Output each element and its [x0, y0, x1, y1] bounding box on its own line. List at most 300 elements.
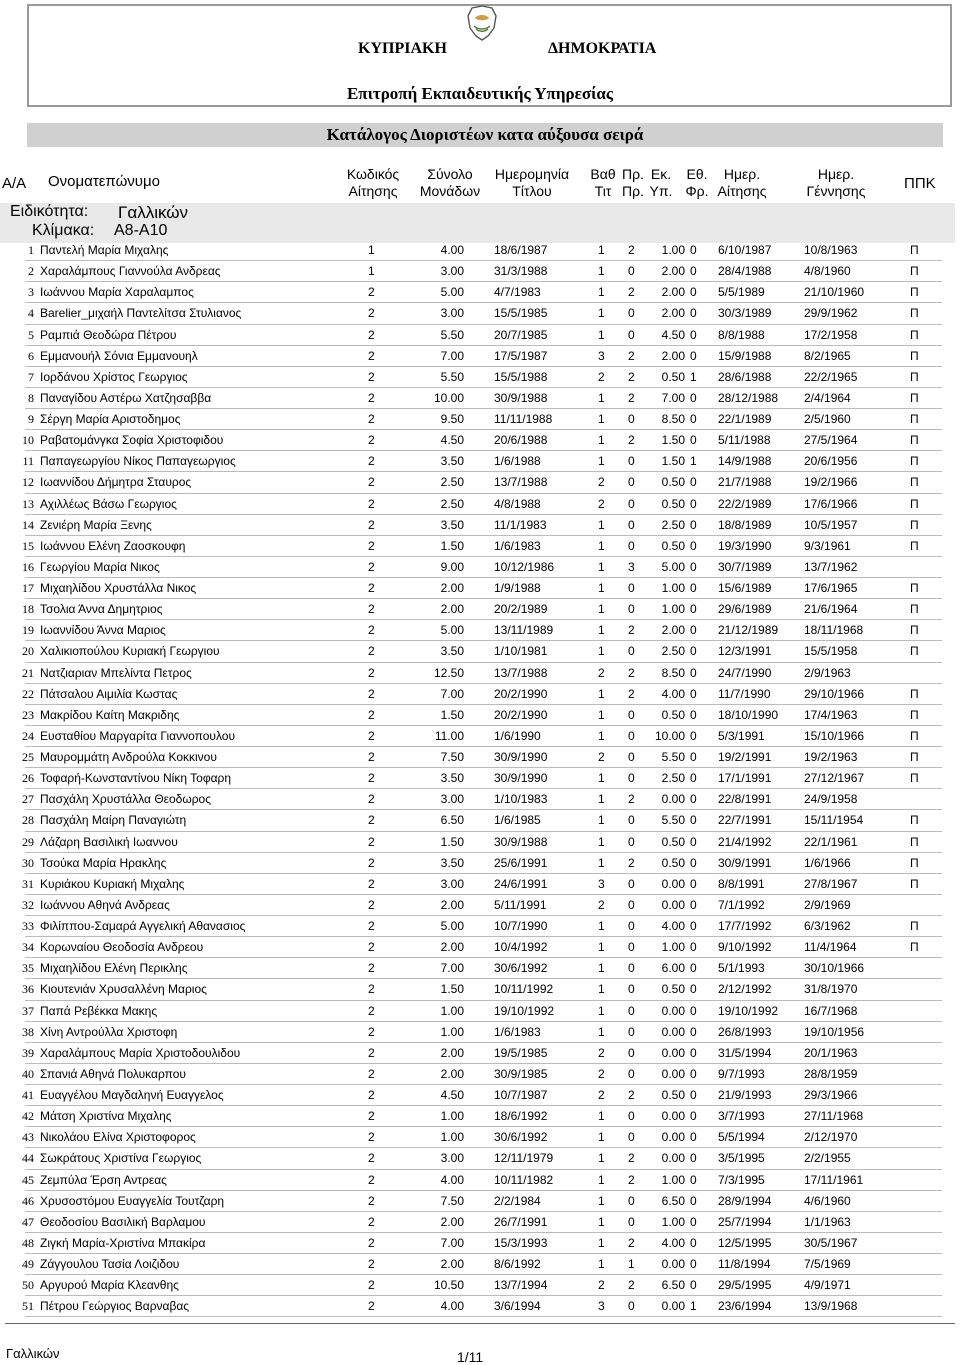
row-title-date: 13/11/1989 — [494, 623, 554, 638]
row-name: Τοφαρή-Κωνσταντίνου Νίκη Τοφαρη — [40, 771, 232, 786]
row-code: 2 — [368, 1193, 375, 1208]
row-ppk: Π — [910, 306, 919, 321]
row-prey: 2.50 — [661, 771, 685, 786]
row-prek: 0 — [628, 1003, 635, 1018]
col-code: Κωδικός Αίτησης — [346, 166, 400, 199]
coat-of-arms-icon — [462, 4, 502, 42]
row-units: 3.50 — [440, 517, 464, 532]
row-birth-date: 29/9/1962 — [804, 306, 858, 321]
row-app-date: 9/10/1992 — [718, 940, 772, 955]
row-prek: 2 — [628, 1278, 635, 1293]
row-eth: 1 — [690, 369, 697, 384]
row-name: Νατζιαριαν Μπελίντα Πετρος — [40, 665, 192, 680]
row-bathm: 1 — [598, 559, 605, 574]
specialty-value: Γαλλικών — [118, 203, 189, 222]
row-app-date: 7/3/1995 — [718, 1172, 765, 1187]
row-eth: 0 — [690, 559, 697, 574]
row-units: 2.00 — [440, 581, 464, 595]
row-code: 1 — [368, 243, 375, 257]
row-units: 4.00 — [440, 1299, 464, 1314]
row-units: 1.00 — [440, 1024, 464, 1039]
row-title-date: 19/10/1992 — [494, 1003, 555, 1018]
row-units: 5.00 — [440, 623, 464, 638]
row-eth: 0 — [690, 919, 697, 933]
row-title-date: 4/8/1988 — [494, 496, 541, 511]
table-row — [0, 916, 960, 937]
row-prek: 2 — [628, 792, 635, 807]
row-prey: 1.00 — [661, 1214, 685, 1229]
row-code: 2 — [368, 876, 375, 891]
row-code: 2 — [368, 454, 375, 469]
row-title-date: 30/6/1992 — [494, 961, 548, 976]
row-app-date: 22/8/1991 — [718, 792, 772, 807]
row-app-date: 17/1/1991 — [718, 771, 772, 786]
specialty-band — [0, 203, 955, 243]
row-units: 7.50 — [440, 750, 464, 764]
row-prek: 0 — [628, 1214, 635, 1229]
row-title-date: 17/5/1987 — [494, 348, 548, 363]
row-title-date: 30/9/1985 — [494, 1066, 548, 1081]
row-code: 2 — [368, 707, 375, 722]
row-name: Πέτρου Γεώργιος Βαρναβας — [40, 1299, 190, 1314]
row-app-date: 25/7/1994 — [718, 1214, 772, 1229]
row-units: 9.50 — [440, 412, 464, 426]
row-number: 27 — [22, 792, 34, 807]
table-row — [0, 472, 960, 493]
table-row — [0, 1085, 960, 1106]
table-row — [0, 937, 960, 958]
row-number: 17 — [22, 581, 34, 595]
row-prey: 2.50 — [661, 517, 685, 532]
row-number: 3 — [28, 285, 34, 300]
row-birth-date: 27/11/1968 — [804, 1109, 864, 1124]
row-name: Χαραλάμπους Μαρία Χριστοδουλιδου — [40, 1045, 241, 1060]
row-eth: 0 — [690, 1214, 697, 1229]
row-units: 11.00 — [434, 728, 464, 743]
row-title-date: 30/9/1988 — [494, 390, 548, 405]
row-number: 23 — [22, 707, 34, 722]
appointees-table — [0, 240, 960, 1317]
row-name: Μάτση Χριστίνα Μιχαλης — [40, 1109, 172, 1124]
table-row — [0, 620, 960, 641]
row-bathm: 1 — [598, 771, 605, 786]
row-eth: 0 — [690, 940, 697, 955]
row-name: Barelier_μιχαήλ Παντελίτσα Στυλιανος — [40, 306, 242, 321]
row-number: 33 — [22, 919, 34, 933]
row-eth: 0 — [690, 243, 697, 257]
row-number: 31 — [22, 876, 34, 891]
row-number: 45 — [22, 1172, 34, 1187]
row-birth-date: 19/2/1966 — [804, 475, 858, 490]
row-bathm: 1 — [598, 919, 605, 933]
row-number: 16 — [22, 559, 34, 574]
row-eth: 0 — [690, 602, 697, 617]
row-eth: 0 — [690, 348, 697, 363]
row-number: 46 — [22, 1193, 34, 1208]
row-units: 7.00 — [440, 1235, 464, 1250]
row-code: 2 — [368, 897, 375, 912]
row-bathm: 2 — [598, 475, 605, 490]
row-prek: 0 — [628, 581, 635, 595]
country-name-left: ΚΥΠΡΙΑΚΗ — [358, 40, 447, 57]
row-prek: 0 — [628, 750, 635, 764]
row-eth: 0 — [690, 855, 697, 870]
row-birth-date: 9/3/1961 — [804, 538, 851, 553]
row-code: 2 — [368, 496, 375, 511]
row-bathm: 1 — [598, 1235, 605, 1250]
row-units: 2.00 — [440, 1066, 464, 1081]
row-title-date: 11/11/1988 — [494, 412, 553, 426]
row-units: 4.00 — [440, 243, 464, 257]
row-code: 2 — [368, 433, 375, 448]
row-app-date: 19/3/1990 — [718, 538, 772, 553]
row-units: 2.00 — [440, 940, 464, 955]
row-eth: 0 — [690, 1235, 697, 1250]
row-bathm: 3 — [598, 876, 605, 891]
table-row — [0, 810, 960, 831]
table-row — [0, 494, 960, 515]
row-prey: 6.50 — [661, 1193, 685, 1208]
row-number: 1 — [28, 243, 34, 257]
table-row — [0, 1106, 960, 1127]
row-birth-date: 15/5/1958 — [804, 644, 858, 659]
row-code: 2 — [368, 834, 375, 849]
table-row — [0, 303, 960, 324]
row-number: 41 — [22, 1088, 34, 1102]
row-app-date: 7/1/1992 — [718, 897, 765, 912]
row-prek: 2 — [628, 1235, 635, 1250]
row-code: 2 — [368, 686, 375, 701]
row-name: Μιχαηλίδου Ελένη Περικλης — [40, 961, 188, 976]
row-app-date: 18/10/1990 — [718, 707, 779, 722]
row-units: 6.50 — [440, 813, 464, 828]
row-units: 3.50 — [440, 454, 464, 469]
row-bathm: 1 — [598, 433, 605, 448]
row-units: 5.50 — [440, 327, 464, 342]
row-prey: 0.00 — [661, 1130, 685, 1145]
row-name: Ιωάννου Ελένη Ζαοσκουφη — [40, 538, 186, 553]
row-units: 5.00 — [440, 285, 464, 300]
row-bathm: 1 — [598, 813, 605, 828]
row-prey: 0.00 — [661, 792, 685, 807]
row-bathm: 1 — [598, 1109, 605, 1124]
row-prek: 0 — [628, 1299, 635, 1314]
row-name: Σέργη Μαρία Αριστοδημος — [40, 412, 181, 426]
row-title-date: 15/3/1993 — [494, 1235, 548, 1250]
row-code: 2 — [368, 1235, 375, 1250]
row-code: 2 — [368, 559, 375, 574]
table-row — [0, 1001, 960, 1022]
row-title-date: 15/5/1988 — [494, 369, 548, 384]
row-title-date: 30/6/1992 — [494, 1130, 548, 1145]
row-name: Ιωάννου Μαρία Χαραλαμπος — [40, 285, 194, 300]
row-prek: 0 — [628, 919, 635, 933]
row-birth-date: 1/1/1963 — [804, 1214, 851, 1229]
row-units: 1.50 — [440, 834, 464, 849]
row-birth-date: 4/6/1960 — [804, 1193, 851, 1208]
row-title-date: 11/1/1983 — [494, 517, 547, 532]
row-number: 18 — [22, 602, 34, 617]
row-prek: 0 — [628, 771, 635, 786]
row-prey: 0.50 — [661, 982, 685, 997]
row-bathm: 1 — [598, 1193, 605, 1208]
table-row — [0, 1148, 960, 1169]
row-units: 2.00 — [440, 1045, 464, 1060]
row-eth: 0 — [690, 665, 697, 680]
row-name: Λάζαρη Βασιλική Ιωαννου — [40, 834, 178, 849]
col-ppk: ΠΠΚ — [904, 175, 936, 192]
row-eth: 0 — [690, 982, 697, 997]
row-eth: 0 — [690, 707, 697, 722]
scale-value: Α8-Α10 — [114, 222, 168, 239]
row-app-date: 19/10/1992 — [718, 1003, 779, 1018]
row-title-date: 1/6/1985 — [494, 813, 541, 828]
row-title-date: 5/11/1991 — [494, 897, 547, 912]
row-code: 2 — [368, 475, 375, 490]
row-code: 2 — [368, 1130, 375, 1145]
row-eth: 0 — [690, 1024, 697, 1039]
row-number: 42 — [22, 1109, 34, 1124]
row-code: 2 — [368, 390, 375, 405]
row-title-date: 1/6/1983 — [494, 1024, 541, 1039]
row-birth-date: 20/6/1956 — [804, 454, 858, 469]
table-row — [0, 663, 960, 684]
row-code: 2 — [368, 750, 375, 764]
row-title-date: 1/6/1988 — [494, 454, 541, 469]
row-name: Χαραλάμπους Γιαννούλα Ανδρεας — [40, 264, 221, 279]
row-ppk: Π — [910, 348, 919, 363]
row-prek: 0 — [628, 1066, 635, 1081]
row-bathm: 1 — [598, 517, 605, 532]
row-ppk: Π — [910, 390, 919, 405]
row-number: 50 — [22, 1278, 34, 1293]
row-name: Ζενιέρη Μαρία Ξενης — [40, 517, 152, 532]
row-name: Χαλικιοπούλου Κυριακή Γεωργιου — [40, 644, 220, 659]
row-name: Ιωάννου Αθηνά Ανδρεας — [40, 897, 170, 912]
row-eth: 0 — [690, 517, 697, 532]
row-prek: 0 — [628, 1045, 635, 1060]
row-ppk: Π — [910, 623, 919, 638]
row-units: 2.00 — [440, 602, 464, 617]
row-prey: 0.50 — [661, 855, 685, 870]
row-name: Ιωαννίδου Άννα Μαριος — [40, 623, 166, 638]
row-name: Κυριάκου Κυριακή Μιχαλης — [40, 876, 185, 891]
row-ppk: Π — [910, 433, 919, 448]
row-code: 2 — [368, 728, 375, 743]
row-ppk: Π — [910, 264, 919, 279]
row-eth: 0 — [690, 306, 697, 321]
row-bathm: 1 — [598, 982, 605, 997]
row-ppk: Π — [910, 834, 919, 849]
row-prek: 2 — [628, 433, 635, 448]
row-eth: 0 — [690, 1193, 697, 1208]
row-name: Αργυρού Μαρία Κλεανθης — [40, 1278, 179, 1293]
row-ppk: Π — [910, 686, 919, 701]
row-title-date: 8/6/1992 — [494, 1257, 541, 1271]
row-name: Αχιλλέως Βάσω Γεωργιος — [40, 496, 177, 511]
row-ppk: Π — [910, 243, 919, 257]
row-eth: 0 — [690, 327, 697, 342]
row-prey: 6.50 — [661, 1278, 685, 1293]
row-title-date: 18/6/1987 — [494, 243, 548, 257]
row-eth: 0 — [690, 538, 697, 553]
row-ppk: Π — [910, 919, 919, 933]
row-bathm: 1 — [598, 940, 605, 955]
row-prey: 0.00 — [661, 1003, 685, 1018]
row-bathm: 2 — [598, 665, 605, 680]
table-row — [0, 853, 960, 874]
row-prek: 0 — [628, 876, 635, 891]
table-row — [0, 409, 960, 430]
table-row — [0, 451, 960, 472]
row-prey: 0.00 — [661, 897, 685, 912]
row-units: 4.00 — [440, 1172, 464, 1187]
row-title-date: 10/12/1986 — [494, 559, 555, 574]
row-prey: 0.00 — [661, 1109, 685, 1124]
row-code: 2 — [368, 581, 375, 595]
row-ppk: Π — [910, 475, 919, 490]
row-name: Μαυρομμάτη Ανδρούλα Κοκκινου — [40, 750, 217, 764]
row-eth: 0 — [690, 581, 697, 595]
row-number: 12 — [22, 475, 34, 490]
row-code: 2 — [368, 1066, 375, 1081]
row-prey: 0.00 — [661, 1045, 685, 1060]
row-units: 7.00 — [440, 686, 464, 701]
table-row — [0, 346, 960, 367]
row-name: Μακρίδου Καίτη Μακριδης — [40, 707, 180, 722]
row-number: 7 — [28, 369, 34, 384]
row-eth: 0 — [690, 644, 697, 659]
row-app-date: 5/1/1993 — [718, 961, 765, 976]
row-birth-date: 17/2/1958 — [804, 327, 858, 342]
row-number: 19 — [22, 623, 34, 638]
row-name: Ζεμπύλα Έρση Αντρεας — [40, 1172, 167, 1187]
col-bathm: Βαθ Τιτ — [590, 166, 616, 199]
row-prey: 0.00 — [661, 1066, 685, 1081]
row-eth: 0 — [690, 1278, 697, 1293]
row-name: Φιλίππου-Σαμαρά Αγγελική Αθανασιος — [40, 919, 246, 933]
row-bathm: 2 — [598, 1088, 605, 1102]
row-birth-date: 24/9/1958 — [804, 792, 858, 807]
row-prey: 0.00 — [661, 1024, 685, 1039]
row-eth: 0 — [690, 1151, 697, 1166]
row-app-date: 28/12/1988 — [718, 390, 779, 405]
row-units: 3.50 — [440, 771, 464, 786]
row-title-date: 10/7/1990 — [494, 919, 548, 933]
row-app-date: 29/5/1995 — [718, 1278, 772, 1293]
row-eth: 0 — [690, 1045, 697, 1060]
row-prey: 1.00 — [661, 940, 685, 955]
row-ppk: Π — [910, 285, 919, 300]
row-units: 3.00 — [440, 792, 464, 807]
row-number: 8 — [28, 390, 34, 405]
table-row — [0, 874, 960, 895]
row-number: 4 — [28, 306, 34, 321]
row-code: 2 — [368, 623, 375, 638]
row-title-date: 4/7/1983 — [494, 285, 541, 300]
table-row — [0, 536, 960, 557]
row-prek: 0 — [628, 454, 635, 469]
row-units: 3.00 — [440, 306, 464, 321]
row-code: 2 — [368, 412, 375, 426]
row-birth-date: 2/9/1963 — [804, 665, 851, 680]
row-code: 2 — [368, 1024, 375, 1039]
row-app-date: 9/7/1993 — [718, 1066, 765, 1081]
row-units: 9.00 — [440, 559, 464, 574]
table-row — [0, 1022, 960, 1043]
row-birth-date: 1/6/1966 — [804, 855, 851, 870]
row-prey: 0.50 — [661, 496, 685, 511]
row-ppk: Π — [910, 855, 919, 870]
row-prek: 0 — [628, 327, 635, 342]
row-prey: 0.00 — [661, 1257, 685, 1271]
row-app-date: 12/3/1991 — [718, 644, 772, 659]
row-prey: 2.00 — [661, 623, 685, 638]
row-title-date: 31/3/1988 — [494, 264, 548, 279]
row-app-date: 22/2/1989 — [718, 496, 772, 511]
row-app-date: 21/9/1993 — [718, 1088, 772, 1102]
row-number: 47 — [22, 1214, 34, 1229]
row-bathm: 1 — [598, 686, 605, 701]
row-birth-date: 6/3/1962 — [804, 919, 851, 933]
col-prey: Εκ. Υπ. — [649, 166, 673, 199]
row-prey: 0.00 — [661, 876, 685, 891]
row-eth: 0 — [690, 1172, 697, 1187]
row-code: 2 — [368, 1257, 375, 1271]
row-name: Παπαγεωργίου Νίκος Παπαγεωργιος — [40, 454, 236, 469]
row-bathm: 1 — [598, 1130, 605, 1145]
row-number: 43 — [22, 1130, 34, 1145]
row-ppk: Π — [910, 728, 919, 743]
row-prey: 8.50 — [661, 665, 685, 680]
row-name: Ιωαννίδου Δήμητρα Σταυρος — [40, 475, 192, 490]
table-row — [0, 1296, 960, 1317]
row-number: 38 — [22, 1024, 34, 1039]
row-number: 9 — [28, 412, 34, 426]
row-ppk: Π — [910, 538, 919, 553]
row-name: Ραβατομάνγκα Σοφία Χριστοφιδου — [40, 433, 224, 448]
row-prek: 3 — [628, 559, 635, 574]
row-number: 36 — [22, 982, 34, 997]
row-app-date: 6/10/1987 — [718, 243, 772, 257]
col-name: Ονοματεπώνυμο — [48, 173, 160, 190]
row-title-date: 10/11/1982 — [494, 1172, 554, 1187]
row-prek: 0 — [628, 707, 635, 722]
row-prek: 0 — [628, 1130, 635, 1145]
row-code: 2 — [368, 644, 375, 659]
row-title-date: 30/9/1990 — [494, 771, 548, 786]
row-code: 2 — [368, 602, 375, 617]
row-units: 2.00 — [440, 1214, 464, 1229]
row-code: 2 — [368, 1299, 375, 1314]
row-bathm: 1 — [598, 285, 605, 300]
row-name: Ζάγγουλου Τασία Λοιζιδου — [40, 1257, 180, 1271]
row-app-date: 28/9/1994 — [718, 1193, 772, 1208]
row-ppk: Π — [910, 707, 919, 722]
row-birth-date: 22/2/1965 — [804, 369, 858, 384]
row-number: 35 — [22, 961, 34, 976]
row-prek: 0 — [628, 1193, 635, 1208]
row-ppk: Π — [910, 496, 919, 511]
table-row — [0, 789, 960, 810]
col-date: Ημερομηνία Τίτλου — [494, 166, 570, 199]
row-eth: 0 — [690, 412, 697, 426]
row-prey: 1.00 — [661, 581, 685, 595]
row-title-date: 1/6/1990 — [494, 728, 541, 743]
row-app-date: 11/8/1994 — [718, 1257, 771, 1271]
row-prek: 0 — [628, 517, 635, 532]
row-prek: 2 — [628, 348, 635, 363]
